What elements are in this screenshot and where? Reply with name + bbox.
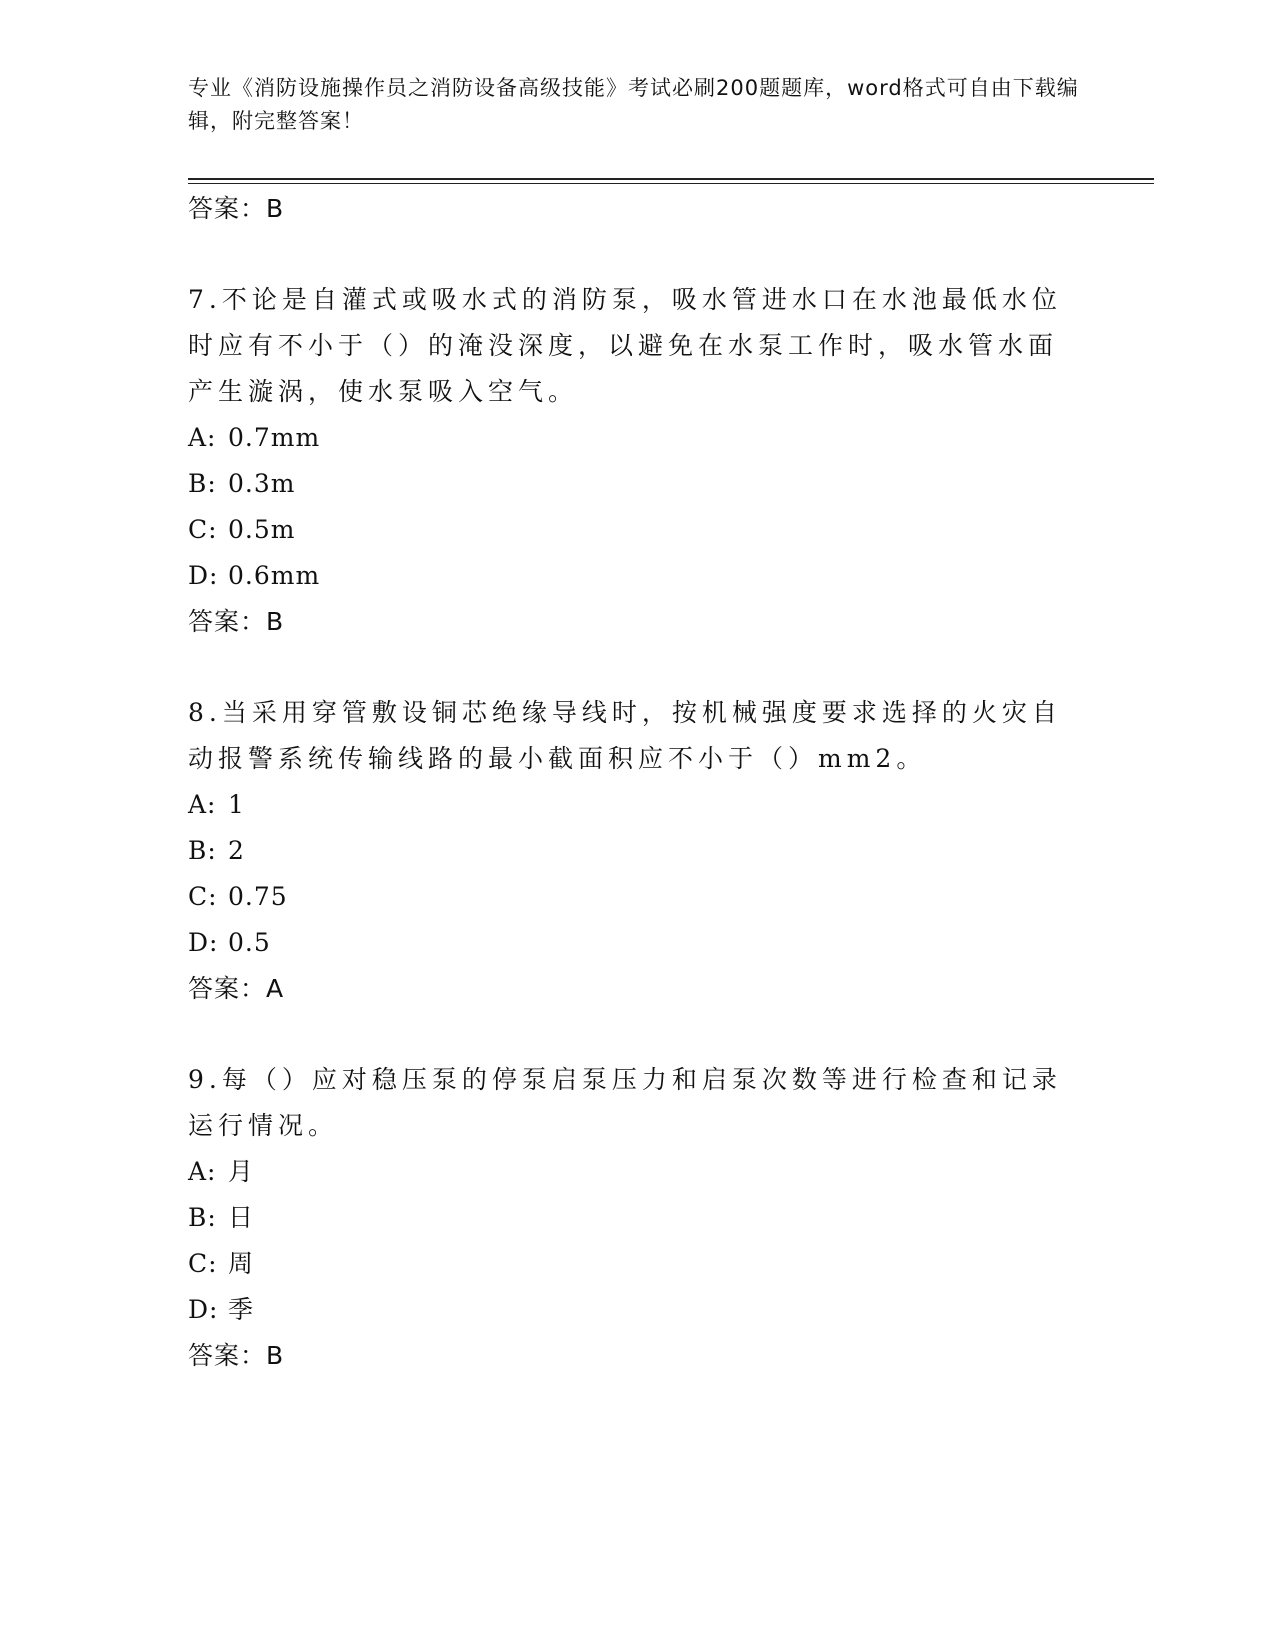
option-a	[188, 782, 1068, 828]
option-b	[188, 461, 1068, 507]
option-label: C:	[188, 1249, 218, 1278]
option-value: 0.5	[228, 928, 271, 957]
option-value: 季	[228, 1295, 255, 1324]
option-a	[188, 415, 1068, 461]
answer-line: 答案：A	[188, 974, 285, 1003]
option-a	[188, 1149, 1068, 1195]
option-value: 2	[228, 836, 245, 865]
previous-answer: 答案：B	[188, 194, 285, 223]
option-c	[188, 1241, 1068, 1287]
option-value: 0.3m	[228, 469, 296, 498]
option-value: 月	[228, 1157, 255, 1186]
option-label: D:	[188, 561, 219, 590]
question-list	[188, 186, 1068, 1379]
option-value: 0.5m	[228, 515, 296, 544]
option-d	[188, 920, 1068, 966]
option-c	[188, 874, 1068, 920]
question-7	[188, 277, 1068, 645]
option-d	[188, 1287, 1068, 1333]
option-label: A:	[188, 423, 217, 452]
question-8	[188, 690, 1068, 1012]
option-value: 周	[228, 1249, 255, 1278]
option-value: 日	[228, 1203, 255, 1232]
option-d	[188, 553, 1068, 599]
answer-line: 答案：B	[188, 1341, 285, 1370]
option-label: C:	[188, 882, 218, 911]
option-label: D:	[188, 928, 219, 957]
header-divider-thin	[188, 183, 1154, 184]
option-value: 0.6mm	[228, 561, 321, 590]
option-label: A:	[188, 790, 217, 819]
option-c	[188, 507, 1068, 553]
option-label: B:	[188, 469, 217, 498]
option-label: D:	[188, 1295, 219, 1324]
question-9	[188, 1057, 1068, 1379]
question-text: 7.不论是自灌式或吸水式的消防泵，吸水管进水口在水池最低水位时应有不小于（）的淹没深度，以避免在水泵工作时，吸水管水面产生漩涡，使水泵吸入空气。	[188, 285, 1062, 406]
option-value: 0.75	[228, 882, 288, 911]
question-text: 9.每（）应对稳压泵的停泵启泵压力和启泵次数等进行检查和记录运行情况。	[188, 1065, 1062, 1140]
option-label: C:	[188, 515, 218, 544]
document-header: 专业《消防设施操作员之消防设备高级技能》考试必刷200题题库，word格式可自由下载编辑，附完整答案！	[188, 76, 1079, 133]
header-divider-thick	[188, 178, 1154, 180]
option-label: B:	[188, 836, 217, 865]
question-text: 8.当采用穿管敷设铜芯绝缘导线时，按机械强度要求选择的火灾自动报警系统传输线路的最小截面积应不小于（）mm2。	[188, 698, 1062, 773]
answer-line: 答案：B	[188, 607, 285, 636]
option-value: 0.7mm	[228, 423, 321, 452]
option-b	[188, 828, 1068, 874]
option-b	[188, 1195, 1068, 1241]
option-label: A:	[188, 1157, 217, 1186]
option-label: B:	[188, 1203, 217, 1232]
option-value: 1	[228, 790, 245, 819]
